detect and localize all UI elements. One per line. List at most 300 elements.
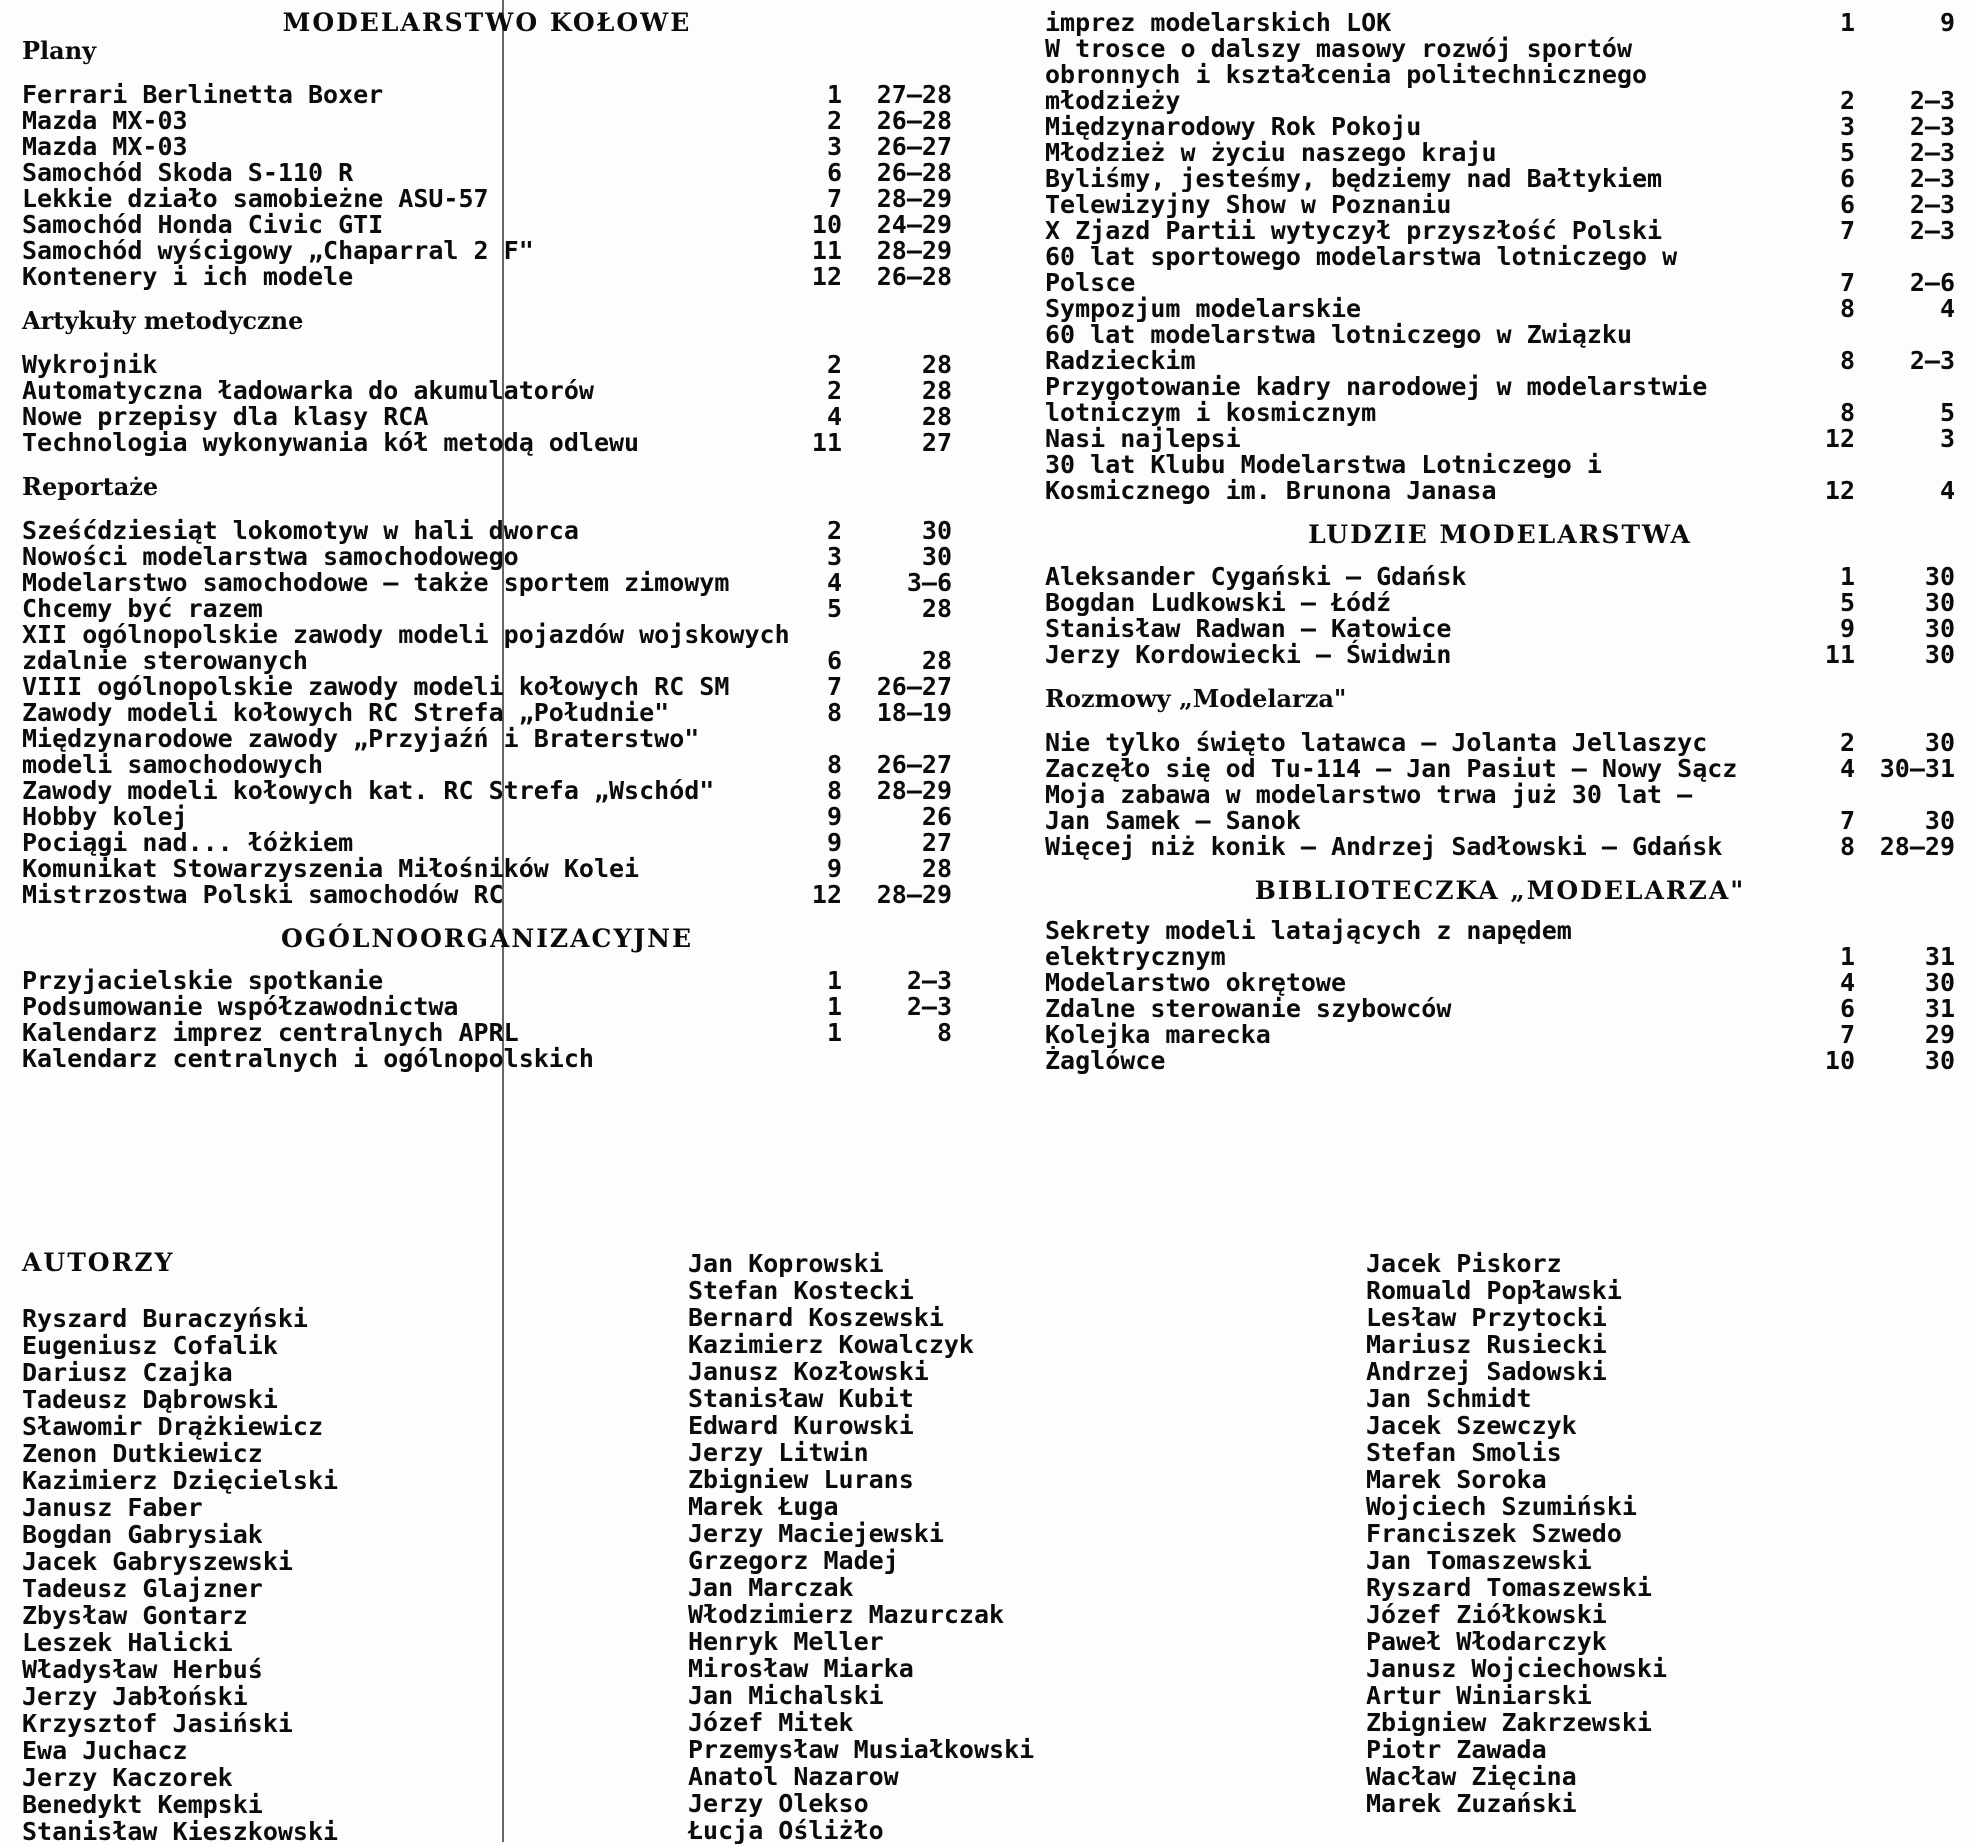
entry-title: Kalendarz imprez centralnych APRL: [22, 1018, 519, 1047]
entry-issue: 7: [1839, 268, 1855, 297]
author-name: Wacław Zięcina: [1366, 1762, 1577, 1791]
entry-issue: 1: [826, 992, 842, 1021]
entry-pages: 2—3: [1909, 164, 1955, 193]
index-entry: [22, 108, 952, 134]
entry-title: Telewizyjny Show w Poznaniu: [1045, 190, 1452, 219]
index-entry: [1045, 10, 1955, 36]
entry-issue: 7: [1839, 216, 1855, 245]
entry-title: Stanisław Radwan — Katowice: [1045, 614, 1452, 643]
index-entry: [22, 82, 952, 108]
entry-title: Młodzież w życiu naszego kraju: [1045, 138, 1497, 167]
index-entry: [22, 518, 952, 544]
author-name: Stanisław Kubit: [688, 1384, 914, 1413]
entry-title: Międzynarodowy Rok Pokoju: [1045, 112, 1422, 141]
author-name: Mariusz Rusiecki: [1366, 1330, 1607, 1359]
entry-issue: 12: [811, 880, 842, 909]
entry-pages: 26—27: [876, 132, 952, 161]
subhead-0: Plany: [22, 36, 97, 65]
index-entry: [1045, 374, 1955, 426]
author-name: Władysław Herbuś: [22, 1655, 263, 1684]
entry-group: [22, 352, 952, 456]
entry-pages: 2—3: [1909, 190, 1955, 219]
author-name: Leszek Halicki: [22, 1628, 233, 1657]
entry-pages: 28: [921, 594, 952, 623]
entry-title: Chcemy być razem: [22, 594, 263, 623]
entry-pages: 26—28: [876, 106, 952, 135]
entry-issue: 10: [811, 210, 842, 239]
author-name: Jerzy Olekso: [688, 1789, 869, 1818]
entry-pages: 28: [921, 376, 952, 405]
author-name: Henryk Meller: [688, 1627, 884, 1656]
entry-pages: 2—3: [1909, 216, 1955, 245]
entry-issue: 2: [1839, 728, 1855, 757]
entry-pages: 26—28: [876, 262, 952, 291]
author-name: Jan Marczak: [688, 1573, 854, 1602]
entry-issue: 12: [811, 262, 842, 291]
index-entry: [1045, 590, 1955, 616]
author-name: Jerzy Jabłoński: [22, 1682, 248, 1711]
entry-issue: 7: [1839, 1020, 1855, 1049]
entry-issue: 2: [1839, 86, 1855, 115]
entry-title: Zawody modeli kołowych kat. RC Strefa „Wschód": [22, 776, 715, 805]
entry-issue: 7: [826, 184, 842, 213]
entry-title: Mazda MX-03: [22, 132, 188, 161]
author-name: Ryszard Tomaszewski: [1366, 1573, 1652, 1602]
author-name: Stanisław Kieszkowski: [22, 1817, 339, 1846]
author-name: Jacek Gabryszewski: [22, 1547, 293, 1576]
entry-pages: 3—6: [906, 568, 952, 597]
entry-pages: 28—29: [876, 184, 952, 213]
authors-column-1: [22, 1305, 582, 1845]
entry-title: Więcej niż konik — Andrzej Sadłowski — Gdańsk: [1045, 832, 1723, 861]
subhead-2: Reportaże: [22, 472, 159, 501]
entry-pages: 30: [921, 542, 952, 571]
entry-issue: 3: [826, 132, 842, 161]
entry-pages: 2—3: [1909, 86, 1955, 115]
author-name: Kazimierz Kowalczyk: [688, 1330, 974, 1359]
entry-title: Komunikat Stowarzyszenia Miłośników Kolei: [22, 854, 640, 883]
entry-title: Przyjacielskie spotkanie: [22, 966, 384, 995]
entry-title: imprez modelarskich LOK: [1045, 8, 1392, 37]
entry-title: Mazda MX-03: [22, 106, 188, 135]
author-name: Przemysław Musiałkowski: [688, 1735, 1035, 1764]
index-entry: [1045, 218, 1955, 244]
index-entry: [1045, 834, 1955, 860]
index-entry: [22, 186, 952, 212]
entry-issue: 9: [826, 828, 842, 857]
entry-title: Modelarstwo okrętowe: [1045, 968, 1347, 997]
entry-pages: 30: [1924, 1046, 1955, 1075]
author-name: Ewa Juchacz: [22, 1736, 188, 1765]
entry-issue: 7: [1839, 806, 1855, 835]
index-entry: [22, 700, 952, 726]
author-name: Andrzej Sadowski: [1366, 1357, 1607, 1386]
entry-issue: 1: [826, 966, 842, 995]
entry-title: Lekkie działo samobieżne ASU-57: [22, 184, 489, 213]
author-name: Jerzy Litwin: [688, 1438, 869, 1467]
index-entry: [22, 238, 952, 264]
author-name: Bernard Koszewski: [688, 1303, 944, 1332]
index-entry: [22, 570, 952, 596]
author-name: Zbigniew Zakrzewski: [1366, 1708, 1652, 1737]
author-name: Jan Michalski: [688, 1681, 884, 1710]
entry-title: Żaglówce: [1045, 1046, 1166, 1075]
index-entry: [22, 378, 952, 404]
author-name: Mirosław Miarka: [688, 1654, 914, 1683]
index-entry: [1045, 970, 1955, 996]
subhead-1: Artykuły metodyczne: [22, 306, 304, 335]
entry-issue: 1: [826, 1018, 842, 1047]
entry-title: Nie tylko święto latawca — Jolanta Jellaszyc: [1045, 728, 1708, 757]
index-entry: [1045, 36, 1955, 114]
entry-title: Byliśmy, jesteśmy, będziemy nad Bałtykiem: [1045, 164, 1663, 193]
author-name: Romuald Popławski: [1366, 1276, 1622, 1305]
entry-title: Podsumowanie współzawodnictwa: [22, 992, 459, 1021]
entry-pages: 2—3: [906, 966, 952, 995]
entry-pages: 2—3: [906, 992, 952, 1021]
entry-pages: 2—3: [1909, 346, 1955, 375]
entry-title: Bogdan Ludkowski — Łódź: [1045, 588, 1392, 617]
author-name: Jacek Szewczyk: [1366, 1411, 1577, 1440]
author-name: Marek Zuzański: [1366, 1789, 1577, 1818]
ogolno-list: [22, 968, 952, 1072]
index-entry: [22, 674, 952, 700]
entry-issue: 12: [1824, 424, 1855, 453]
entry-pages: 24—29: [876, 210, 952, 239]
author-name: Wojciech Szumiński: [1366, 1492, 1637, 1521]
index-entry: [22, 160, 952, 186]
entry-pages: 26: [921, 802, 952, 831]
entry-issue: 4: [826, 402, 842, 431]
entry-title: Samochód wyścigowy „Chaparral 2 F": [22, 236, 534, 265]
author-name: Włodzimierz Mazurczak: [688, 1600, 1005, 1629]
entry-pages: 28—29: [876, 880, 952, 909]
entry-issue: 8: [1839, 398, 1855, 427]
index-entry: [22, 544, 952, 570]
entry-pages: 30: [1924, 562, 1955, 591]
author-name: Stefan Smolis: [1366, 1438, 1562, 1467]
entry-title: 60 lat modelarstwa lotniczego w Związku Radzieckim: [1045, 320, 1632, 375]
entry-issue: 6: [826, 646, 842, 675]
entry-pages: 3: [1939, 424, 1955, 453]
index-entry: [1045, 918, 1955, 970]
author-name: Łucja Ośliżło: [688, 1816, 884, 1845]
index-entry: [22, 882, 952, 908]
author-name: Jan Schmidt: [1366, 1384, 1532, 1413]
entry-title: Kolejka marecka: [1045, 1020, 1271, 1049]
entry-issue: 3: [826, 542, 842, 571]
author-name: Jan Tomaszewski: [1366, 1546, 1592, 1575]
entry-title: VIII ogólnopolskie zawody modeli kołowych RC SM: [22, 672, 730, 701]
author-name: Zenon Dutkiewicz: [22, 1439, 263, 1468]
entry-title: Modelarstwo samochodowe — także sportem zimowym: [22, 568, 730, 597]
author-name: Edward Kurowski: [688, 1411, 914, 1440]
index-entry: [1045, 756, 1955, 782]
entry-pages: 30: [1924, 640, 1955, 669]
entry-issue: 1: [826, 80, 842, 109]
author-name: Paweł Włodarczyk: [1366, 1627, 1607, 1656]
entry-pages: 28—29: [1879, 832, 1955, 861]
biblioteczka-list: [1045, 918, 1955, 1074]
index-entry: [1045, 114, 1955, 140]
entry-title: Hobby kolej: [22, 802, 188, 831]
author-name: Józef Mitek: [688, 1708, 854, 1737]
entry-issue: 8: [1839, 346, 1855, 375]
entry-title: Pociągi nad... łóżkiem: [22, 828, 354, 857]
index-entry: [1045, 296, 1955, 322]
author-name: Artur Winiarski: [1366, 1681, 1592, 1710]
author-name: Eugeniusz Cofalik: [22, 1331, 278, 1360]
author-name: Benedykt Kempski: [22, 1790, 263, 1819]
entry-issue: 8: [1839, 294, 1855, 323]
entry-title: Mistrzostwa Polski samochodów RC: [22, 880, 504, 909]
index-entry: [1045, 1048, 1955, 1074]
section-title-ogolno: OGÓLNOORGANIZACYJNE: [280, 924, 694, 953]
entry-title: Ferrari Berlinetta Boxer: [22, 80, 384, 109]
entry-pages: 28: [921, 402, 952, 431]
author-name: Janusz Kozłowski: [688, 1357, 929, 1386]
entry-title: Samochód Honda Civic GTI: [22, 210, 384, 239]
entry-title: Kalendarz centralnych i ogólnopolskich: [22, 1044, 594, 1073]
index-entry: [22, 968, 952, 994]
entry-issue: 9: [826, 854, 842, 883]
entry-title: Wykrojnik: [22, 350, 158, 379]
index-entry: [22, 596, 952, 622]
entry-issue: 8: [1839, 832, 1855, 861]
entry-title: Nasi najlepsi: [1045, 424, 1241, 453]
entry-issue: 5: [826, 594, 842, 623]
index-entry: [1045, 1022, 1955, 1048]
author-name: Stefan Kostecki: [688, 1276, 914, 1305]
entry-title: Automatyczna ładowarka do akumulatorów: [22, 376, 594, 405]
authors-column-3: [1366, 1250, 1926, 1817]
entry-title: Sekrety modeli latających z napędem elektrycznym: [1045, 916, 1572, 971]
ogolno-continued-list: [1045, 10, 1955, 504]
entry-pages: 9: [1939, 8, 1955, 37]
entry-pages: 28: [921, 646, 952, 675]
author-name: Lesław Przytocki: [1366, 1303, 1607, 1332]
index-entry: [22, 430, 952, 456]
entry-issue: 6: [1839, 190, 1855, 219]
author-name: Sławomir Drążkiewicz: [22, 1412, 324, 1441]
entry-title: XII ogólnopolskie zawody modeli pojazdów wojskowych zdalnie sterowanych: [22, 620, 790, 675]
author-name: Tadeusz Glajzner: [22, 1574, 263, 1603]
entry-title: 60 lat sportowego modelarstwa lotniczego w Polsce: [1045, 242, 1678, 297]
entry-pages: 30: [921, 516, 952, 545]
subhead-rozmowy: Rozmowy „Modelarza": [1045, 684, 1347, 713]
index-entry: [22, 1020, 952, 1046]
entry-issue: 4: [1839, 754, 1855, 783]
author-name: Jan Koprowski: [688, 1249, 884, 1278]
entry-issue: 5: [1839, 588, 1855, 617]
authors-column-2: [688, 1250, 1248, 1844]
entry-issue: 2: [826, 516, 842, 545]
entry-pages: 30: [1924, 806, 1955, 835]
entry-issue: 12: [1824, 476, 1855, 505]
index-entry: [22, 134, 952, 160]
index-entry: [22, 726, 952, 778]
section-title-kolowe: MODELARSTWO KOŁOWE: [282, 8, 692, 37]
author-name: Marek Ługa: [688, 1492, 839, 1521]
rozmowy-list: [1045, 730, 1955, 860]
left-column: [22, 10, 952, 1072]
entry-title: Nowości modelarstwa samochodowego: [22, 542, 519, 571]
authors-title: AUTORZY: [22, 1248, 175, 1277]
index-entry: [1045, 244, 1955, 296]
entry-pages: 30—31: [1879, 754, 1955, 783]
entry-pages: 29: [1924, 1020, 1955, 1049]
entry-pages: 26—27: [876, 750, 952, 779]
entry-title: Sześćdziesiąt lokomotyw w hali dworca: [22, 516, 579, 545]
index-entry: [22, 264, 952, 290]
author-name: Dariusz Czajka: [22, 1358, 233, 1387]
author-name: Piotr Zawada: [1366, 1735, 1547, 1764]
index-entry: [1045, 192, 1955, 218]
entry-title: Międzynarodowe zawody „Przyjaźń i Braterstwo" modeli samochodowych: [22, 724, 700, 779]
author-name: Franciszek Szwedo: [1366, 1519, 1622, 1548]
author-name: Janusz Faber: [22, 1493, 203, 1522]
entry-pages: 26—27: [876, 672, 952, 701]
author-name: Zbigniew Lurans: [688, 1465, 914, 1494]
entry-pages: 4: [1939, 294, 1955, 323]
entry-issue: 11: [811, 236, 842, 265]
entry-issue: 11: [1824, 640, 1855, 669]
entry-pages: 5: [1939, 398, 1955, 427]
entry-issue: 2: [826, 350, 842, 379]
entry-issue: 2: [826, 106, 842, 135]
entry-issue: 11: [811, 428, 842, 457]
entry-pages: 28—29: [876, 776, 952, 805]
entry-title: W trosce o dalszy masowy rozwój sportów obronnych i kształcenia politechnicznego młodzieży: [1045, 34, 1648, 115]
entry-title: Moja zabawa w modelarstwo trwa już 30 lat — Jan Samek — Sanok: [1045, 780, 1693, 835]
entry-title: Zawody modeli kołowych RC Strefa „Południe": [22, 698, 670, 727]
entry-group: [22, 82, 952, 290]
entry-title: 30 lat Klubu Modelarstwa Lotniczego i Kosmicznego im. Brunona Janasa: [1045, 450, 1602, 505]
entry-pages: 4: [1939, 476, 1955, 505]
entry-pages: 2—6: [1909, 268, 1955, 297]
entry-pages: 30: [1924, 968, 1955, 997]
entry-title: Przygotowanie kadry narodowej w modelarstwie lotniczym i kosmicznym: [1045, 372, 1708, 427]
index-entry: [1045, 452, 1955, 504]
entry-pages: 28—29: [876, 236, 952, 265]
entry-title: Samochód Skoda S-110 R: [22, 158, 354, 187]
entry-pages: 27—28: [876, 80, 952, 109]
entry-title: Technologia wykonywania kół metodą odlewu: [22, 428, 640, 457]
author-name: Józef Ziółkowski: [1366, 1600, 1607, 1629]
entry-title: Nowe przepisy dla klasy RCA: [22, 402, 429, 431]
author-name: Tadeusz Dąbrowski: [22, 1385, 278, 1414]
entry-pages: 28: [921, 854, 952, 883]
entry-title: Zdalne sterowanie szybowców: [1045, 994, 1452, 1023]
entry-issue: 3: [1839, 112, 1855, 141]
entry-pages: 31: [1924, 994, 1955, 1023]
entry-title: Zaczęło się od Tu-114 — Jan Pasiut — Nowy Sącz: [1045, 754, 1738, 783]
index-entry: [22, 804, 952, 830]
author-name: Krzysztof Jasiński: [22, 1709, 293, 1738]
entry-pages: 8: [936, 1018, 952, 1047]
author-name: Grzegorz Madej: [688, 1546, 899, 1575]
author-name: Jerzy Maciejewski: [688, 1519, 944, 1548]
entry-pages: 28: [921, 350, 952, 379]
entry-issue: 4: [1839, 968, 1855, 997]
entry-issue: 5: [1839, 138, 1855, 167]
author-name: Zbysław Gontarz: [22, 1601, 248, 1630]
entry-issue: 10: [1824, 1046, 1855, 1075]
entry-title: Sympozjum modelarskie: [1045, 294, 1362, 323]
entry-issue: 2: [826, 376, 842, 405]
index-entry: [22, 352, 952, 378]
entry-title: Kontenery i ich modele: [22, 262, 354, 291]
author-name: Ryszard Buraczyński: [22, 1304, 308, 1333]
index-entry: [22, 622, 952, 674]
author-name: Marek Soroka: [1366, 1465, 1547, 1494]
entry-issue: 1: [1839, 942, 1855, 971]
index-entry: [1045, 426, 1955, 452]
right-column: [1045, 10, 1955, 1074]
index-entry: [22, 778, 952, 804]
author-name: Jerzy Kaczorek: [22, 1763, 233, 1792]
author-name: Jacek Piskorz: [1366, 1249, 1562, 1278]
index-entry: [22, 856, 952, 882]
entry-pages: 30: [1924, 614, 1955, 643]
entry-issue: 6: [826, 158, 842, 187]
entry-title: Aleksander Cygański — Gdańsk: [1045, 562, 1467, 591]
index-entry: [22, 830, 952, 856]
entry-issue: 6: [1839, 164, 1855, 193]
index-entry: [1045, 140, 1955, 166]
entry-issue: 9: [826, 802, 842, 831]
index-entry: [1045, 730, 1955, 756]
entry-issue: 9: [1839, 614, 1855, 643]
index-entry: [1045, 166, 1955, 192]
entry-issue: 6: [1839, 994, 1855, 1023]
index-entry: [22, 212, 952, 238]
author-name: Anatol Nazarow: [688, 1762, 899, 1791]
entry-group: [22, 518, 952, 908]
index-entry: [1045, 322, 1955, 374]
entry-pages: 30: [1924, 728, 1955, 757]
author-name: Bogdan Gabrysiak: [22, 1520, 263, 1549]
entry-issue: 7: [826, 672, 842, 701]
kolowe-groups: [22, 38, 952, 908]
entry-pages: 30: [1924, 588, 1955, 617]
entry-issue: 1: [1839, 8, 1855, 37]
entry-issue: 8: [826, 776, 842, 805]
index-entry: [1045, 564, 1955, 590]
section-title-biblioteczka: BIBLIOTECZKA „MODELARZA": [1254, 876, 1746, 905]
entry-issue: 1: [1839, 562, 1855, 591]
index-entry: [1045, 642, 1955, 668]
entry-pages: 18—19: [876, 698, 952, 727]
entry-pages: 2—3: [1909, 138, 1955, 167]
entry-issue: 8: [826, 698, 842, 727]
entry-issue: 4: [826, 568, 842, 597]
author-name: Janusz Wojciechowski: [1366, 1654, 1668, 1683]
entry-title: Jerzy Kordowiecki — Świdwin: [1045, 640, 1452, 669]
section-title-ludzie: LUDZIE MODELARSTWA: [1308, 520, 1692, 549]
index-entry: [1045, 996, 1955, 1022]
index-entry: [1045, 782, 1955, 834]
entry-pages: 26—28: [876, 158, 952, 187]
entry-pages: 31: [1924, 942, 1955, 971]
entry-issue: 8: [826, 750, 842, 779]
entry-pages: 2—3: [1909, 112, 1955, 141]
index-entry: [1045, 616, 1955, 642]
index-entry: [22, 994, 952, 1020]
index-entry: [22, 404, 952, 430]
author-name: Kazimierz Dzięcielski: [22, 1466, 339, 1495]
entry-pages: 27: [921, 428, 952, 457]
